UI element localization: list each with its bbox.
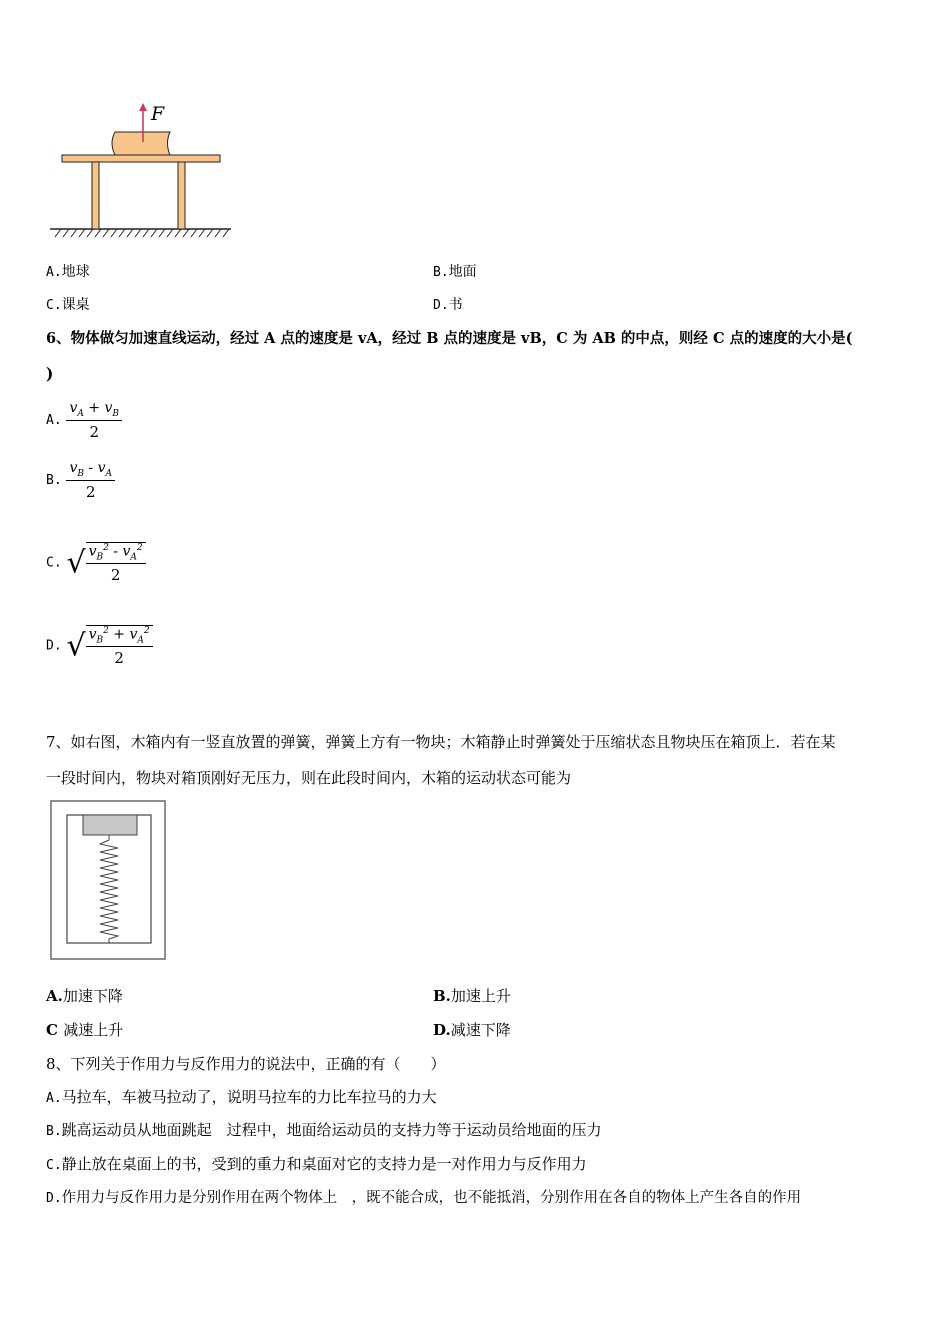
q5-option-d-text: 书	[448, 297, 463, 313]
q6-option-c[interactable]: C. √ $\frac{v_B^2 - v_A^2}{2}$	[46, 542, 146, 584]
q5-option-a[interactable]: A.地球	[46, 264, 90, 280]
block	[83, 815, 137, 835]
q7-option-c[interactable]: C 减速上升	[46, 1021, 124, 1039]
q5-option-c[interactable]: C.课桌	[46, 297, 90, 313]
book	[112, 132, 170, 155]
q6-option-a-formula: $\frac{v_A + v_B}{2}$	[66, 400, 122, 441]
sqrt-sign: √	[66, 628, 86, 664]
q6-option-c-formula: $\frac{v_B^2 - v_A^2}{2}$	[86, 542, 146, 584]
q6-option-a[interactable]: A. $\frac{v_A + v_B}{2}$	[46, 400, 122, 441]
q5-option-b[interactable]: B.地面	[433, 264, 477, 280]
q6-stem: 6、物体做匀加速直线运动，经过 A 点的速度是 vA，经过 B 点的速度是 vB，C 为 AB 的中点，则经 C 点的速度的大小是(	[46, 330, 853, 347]
table-book-figure	[45, 95, 245, 240]
table	[62, 155, 220, 229]
q7-option-b[interactable]: B.加速上升	[433, 987, 511, 1005]
q8-option-b[interactable]: B.跳高运动员从地面跳起 过程中，地面给运动员的支持力等于运动员给地面的压力	[46, 1121, 602, 1139]
q6-stem-close: )	[46, 364, 54, 383]
force-label: F	[151, 103, 165, 125]
q8-stem: 8、下列关于作用力与反作用力的说法中，正确的有（ ）	[46, 1055, 446, 1073]
sqrt-sign: √	[66, 545, 86, 581]
q8-option-c[interactable]: C.静止放在桌面上的书，受到的重力和桌面对它的支持力是一对作用力与反作用力	[46, 1155, 587, 1173]
spring	[100, 835, 118, 943]
q5-option-c-text: 课桌	[61, 297, 90, 313]
q7-option-d[interactable]: D.减速下降	[433, 1021, 511, 1039]
q7-option-a[interactable]: A.加速下降	[46, 987, 123, 1005]
box-spring-figure	[50, 800, 168, 962]
q7-stem-line2: 一段时间内，物块对箱顶刚好无压力，则在此段时间内，木箱的运动状态可能为	[46, 769, 572, 787]
q7-stem-line1: 7、如右图，木箱内有一竖直放置的弹簧，弹簧上方有一物块；木箱静止时弹簧处于压缩状态且物块压在箱顶上．若在某	[46, 733, 836, 751]
q5-option-b-text: 地面	[448, 264, 477, 280]
q5-option-a-text: 地球	[61, 264, 90, 280]
q5-option-d[interactable]: D.书	[433, 297, 463, 313]
q6-option-d[interactable]: D. √ $\frac{v_B^2 + v_A^2}{2}$	[46, 625, 153, 667]
q6-option-b-formula: $\frac{v_B - v_A}{2}$	[66, 460, 115, 501]
ground-hatch	[50, 229, 231, 237]
q6-option-b[interactable]: B. $\frac{v_B - v_A}{2}$	[46, 460, 115, 501]
q6-option-d-formula: $\frac{v_B^2 + v_A^2}{2}$	[86, 625, 153, 667]
q8-option-a[interactable]: A.马拉车，车被马拉动了，说明马拉车的力比车拉马的力大	[46, 1088, 437, 1106]
q8-option-d[interactable]: D.作用力与反作用力是分别作用在两个物体上 ，既不能合成，也不能抵消，分别作用在各自的物体上产生各自的作用	[46, 1190, 802, 1206]
